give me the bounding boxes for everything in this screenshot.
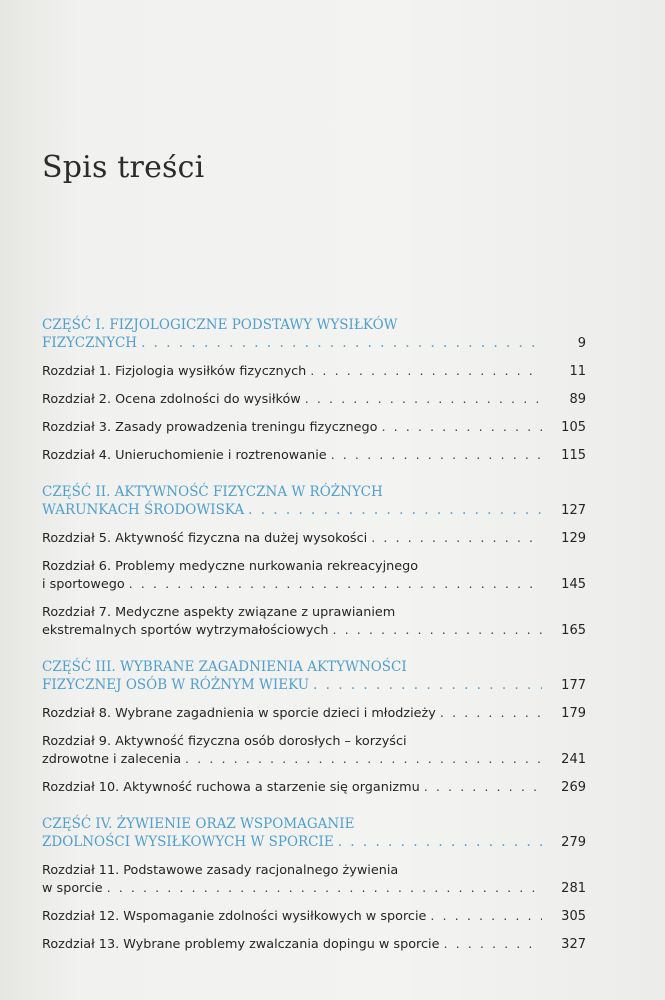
page-number: 327 [561, 937, 586, 952]
dot-leader [338, 833, 542, 851]
toc-chapter-2[interactable] [42, 391, 586, 409]
toc-part-2[interactable] [42, 483, 586, 520]
page-number: 115 [561, 448, 586, 463]
dot-leader [440, 705, 542, 723]
chapter-title: Rozdział 9. Aktywność fizyczna osób dorosłych – korzyści [42, 734, 407, 749]
toc-chapter-11[interactable] [42, 862, 586, 898]
chapter-title: Rozdział 6. Problemy medyczne nurkowania rekreacyjnego [42, 559, 419, 574]
page-number: 89 [569, 392, 586, 407]
page-number: 127 [561, 503, 586, 518]
page-number: 177 [561, 678, 586, 693]
page-number: 305 [561, 909, 586, 924]
chapter-title: Rozdział 4. Unieruchomienie i roztrenowanie [42, 448, 327, 463]
chapter-title-cont: i sportowego [42, 577, 125, 592]
toc-chapter-10[interactable] [42, 779, 586, 797]
toc-chapter-7[interactable] [42, 604, 586, 640]
chapter-title-cont: ekstremalnych sportów wytrzymałościowych [42, 623, 329, 638]
dot-leader [331, 447, 542, 465]
dot-leader [310, 363, 542, 381]
page-number: 145 [561, 577, 586, 592]
page-number: 165 [561, 623, 586, 638]
chapter-title: Rozdział 11. Podstawowe zasady racjonalnego żywienia [42, 863, 399, 878]
dot-leader [430, 908, 542, 926]
dot-leader [313, 676, 542, 694]
part-title-line1: CZĘŚĆ II. AKTYWNOŚĆ FIZYCZNA W RÓŻNYCH [42, 484, 383, 500]
chapter-title-cont: w sporcie [42, 881, 103, 896]
toc-chapter-4[interactable] [42, 447, 586, 465]
page-number: 11 [569, 364, 586, 379]
page-number: 9 [577, 336, 586, 351]
dot-leader [333, 622, 543, 640]
toc-chapter-13[interactable] [42, 936, 586, 954]
part-title-line1: CZĘŚĆ I. FIZJOLOGICZNE PODSTAWY WYSIŁKÓW [42, 317, 398, 333]
page-number: 179 [561, 706, 586, 721]
part-title-line2: ZDOLNOŚCI WYSIŁKOWYCH W SPORCIE [42, 834, 334, 850]
chapter-title: Rozdział 13. Wybrane problemy zwalczania dopingu w sporcie [42, 937, 440, 952]
part-title-line1: CZĘŚĆ III. WYBRANE ZAGADNIENIA AKTYWNOŚCI [42, 659, 407, 675]
page-number: 129 [561, 531, 586, 546]
chapter-title: Rozdział 7. Medyczne aspekty związane z uprawianiem [42, 605, 396, 620]
part-title-line2: FIZYCZNYCH [42, 335, 138, 351]
page-number: 269 [561, 780, 586, 795]
chapter-title: Rozdział 5. Aktywność fizyczna na dużej wysokości [42, 531, 368, 546]
toc-part-4[interactable] [42, 815, 586, 852]
chapter-title: Rozdział 10. Aktywność ruchowa a starzenie się organizmu [42, 780, 420, 795]
toc-chapter-8[interactable] [42, 705, 586, 723]
chapter-title: Rozdział 12. Wspomaganie zdolności wysiłkowych w sporcie [42, 909, 427, 924]
part-title-line2: FIZYCZNEJ OSÓB W RÓŻNYM WIEKU [42, 677, 310, 693]
dot-leader [371, 530, 542, 548]
chapter-title-cont: zdrowotne i zalecenia [42, 752, 182, 767]
dot-leader [107, 880, 542, 898]
dot-leader [305, 391, 542, 409]
chapter-title: Rozdział 8. Wybrane zagadnienia w sporcie dzieci i młodzieży [42, 706, 436, 721]
part-title-line2: WARUNKACH ŚRODOWISKA [42, 502, 245, 518]
toc-chapter-3[interactable] [42, 419, 586, 437]
chapter-title: Rozdział 1. Fizjologia wysiłków fizycznych [42, 364, 307, 379]
part-title-line1: CZĘŚĆ IV. ŻYWIENIE ORAZ WSPOMAGANIE [42, 816, 355, 832]
toc-chapter-1[interactable] [42, 363, 586, 381]
toc-chapter-6[interactable] [42, 558, 586, 594]
dot-leader [129, 576, 542, 594]
page-number: 105 [561, 420, 586, 435]
page-number: 241 [561, 752, 586, 767]
chapter-title: Rozdział 3. Zasady prowadzenia treningu fizycznego [42, 420, 378, 435]
toc-part-3[interactable] [42, 658, 586, 695]
toc-chapter-5[interactable] [42, 530, 586, 548]
toc-part-1[interactable] [42, 316, 586, 353]
toc-chapter-9[interactable] [42, 733, 586, 769]
dot-leader [443, 936, 542, 954]
dot-leader [141, 334, 542, 352]
page-title: Spis treści [42, 150, 205, 185]
page-number: 281 [561, 881, 586, 896]
table-of-contents [42, 316, 586, 964]
dot-leader [381, 419, 542, 437]
page-number: 279 [561, 835, 586, 850]
dot-leader [185, 751, 542, 769]
toc-chapter-12[interactable] [42, 908, 586, 926]
dot-leader [424, 779, 542, 797]
chapter-title: Rozdział 2. Ocena zdolności do wysiłków [42, 392, 301, 407]
dot-leader [248, 501, 542, 519]
